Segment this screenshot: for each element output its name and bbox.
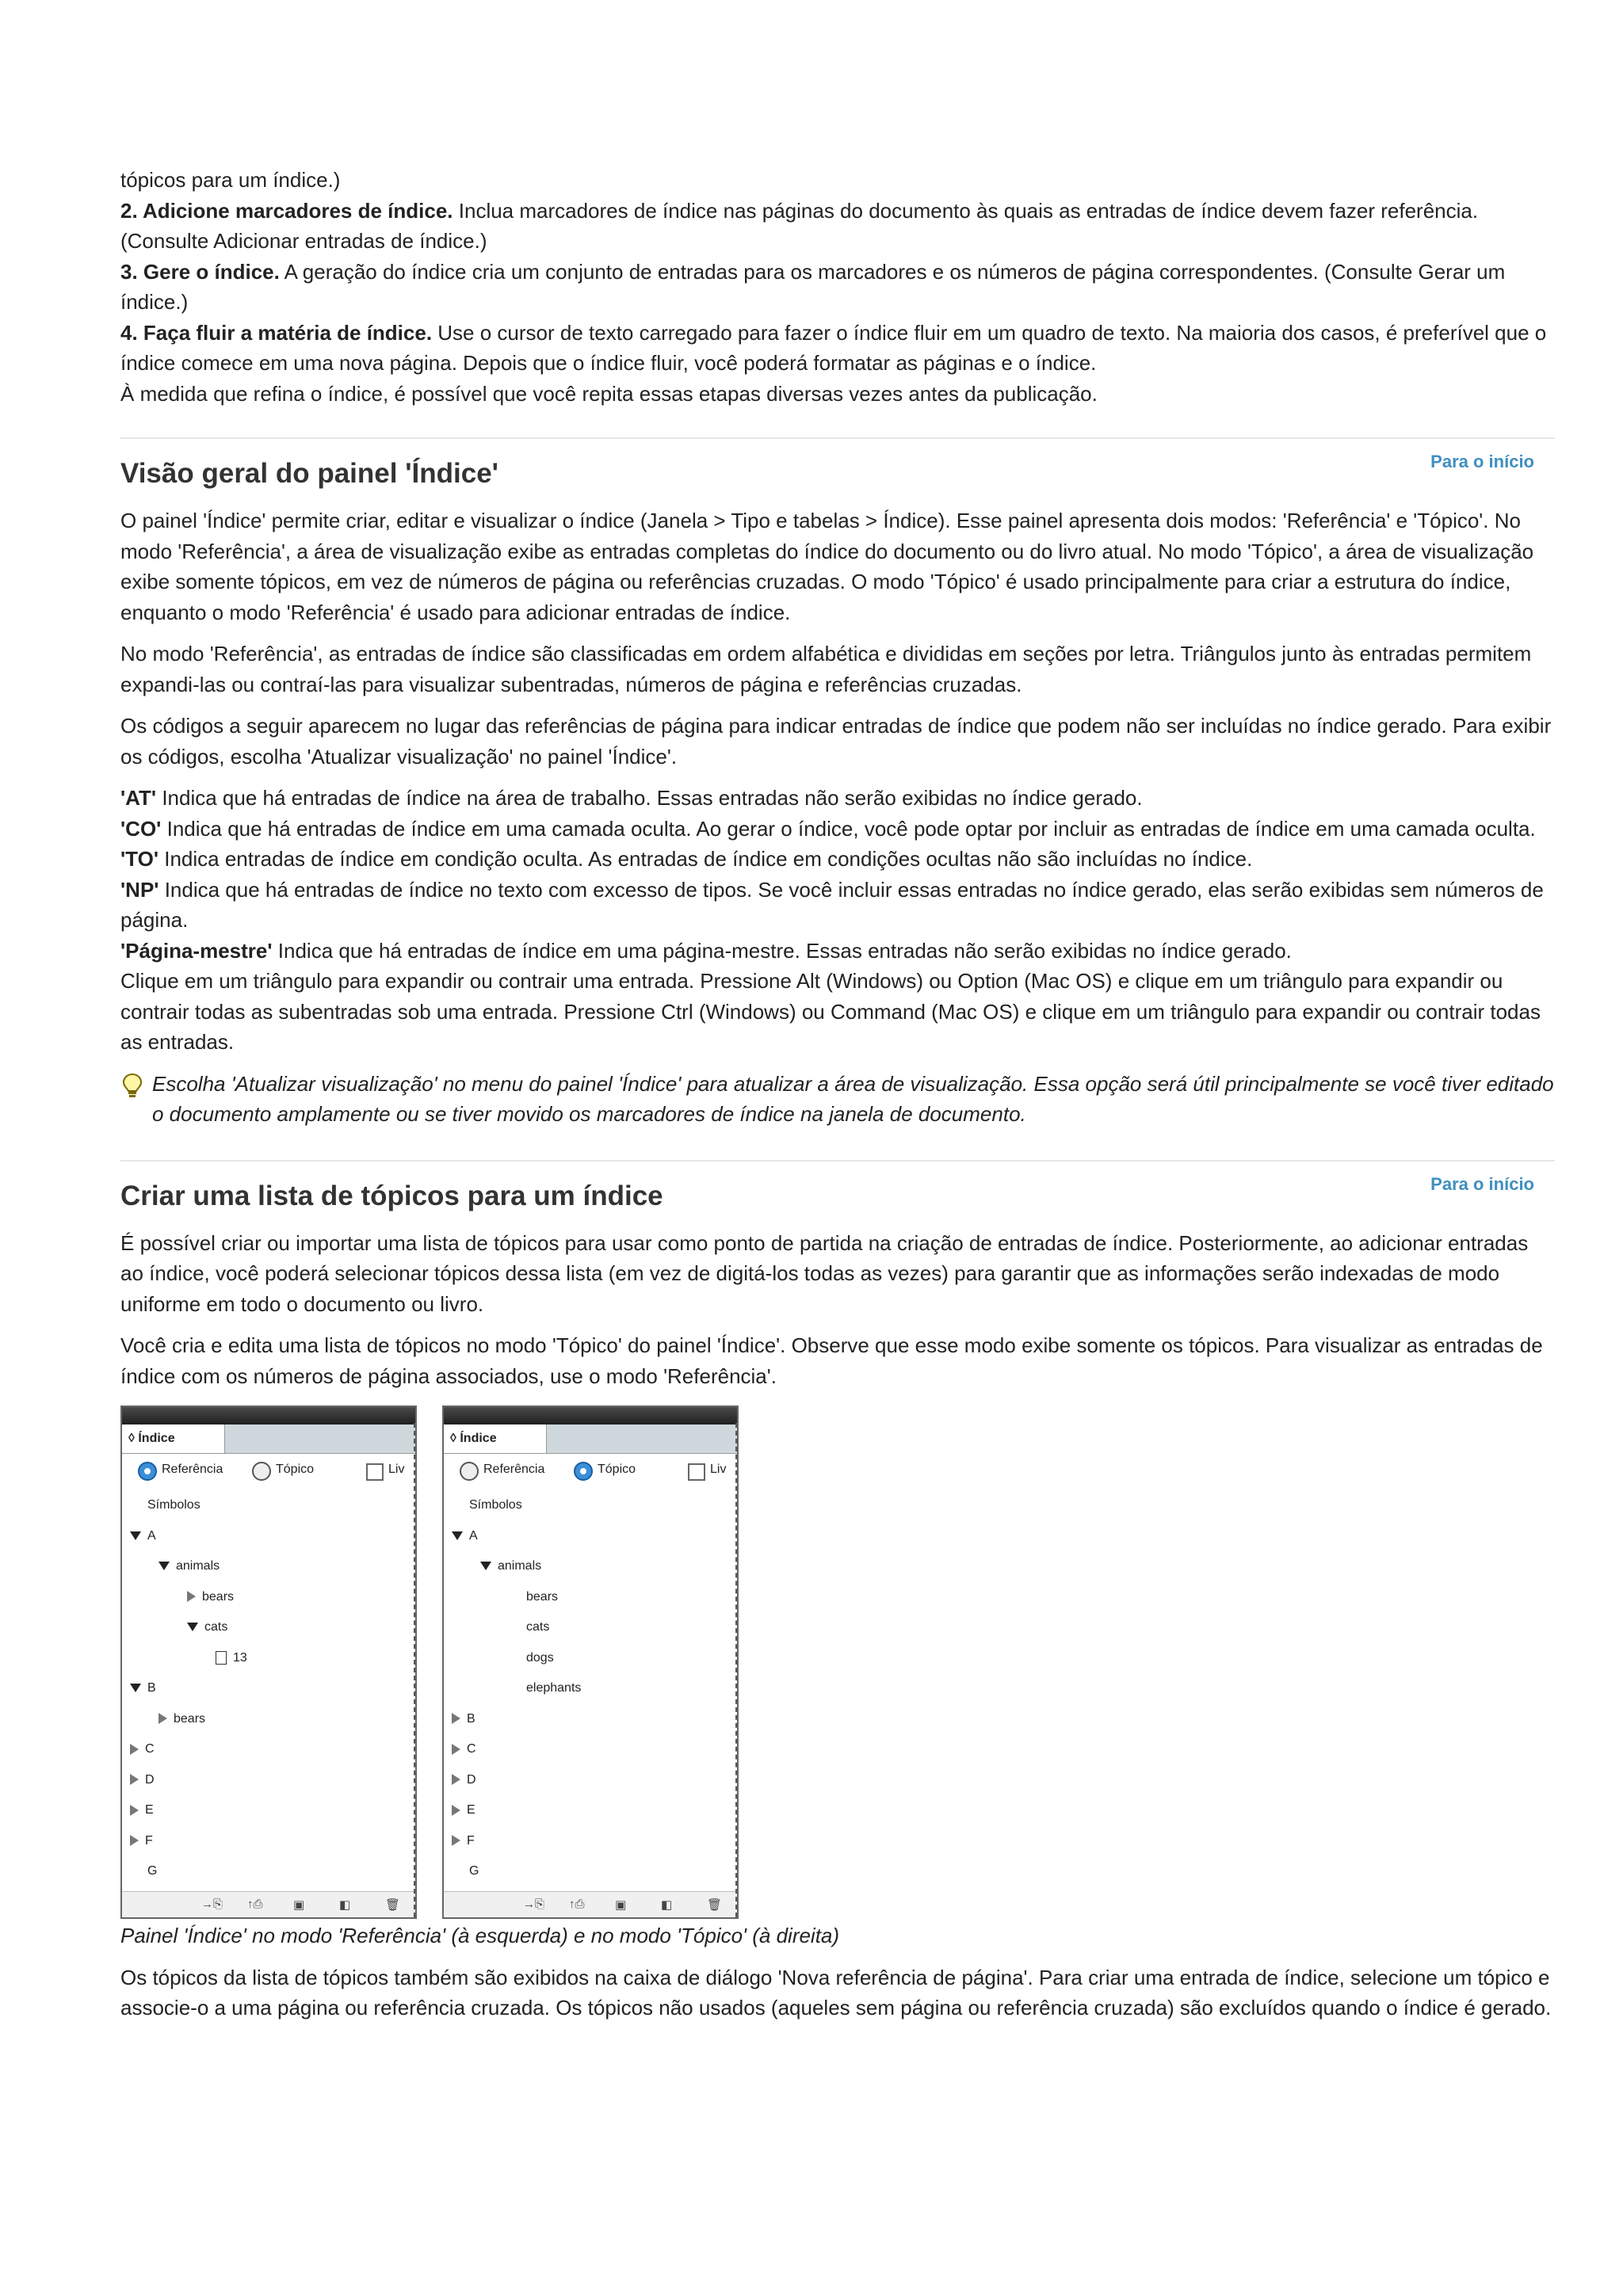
tree-row-label: C	[145, 1742, 155, 1756]
tree-row[interactable]	[130, 1490, 200, 1521]
triangle-right-icon[interactable]	[158, 1713, 167, 1724]
tree-row[interactable]	[452, 1826, 475, 1857]
section2-p2: Você cria e edita uma lista de tópicos no modo 'Tópico' do painel 'Índice'. Observe que esse modo exibe somente os tópicos. Para visualizar as entradas de índice com os números de página associados, use o modo 'Referência'.	[120, 1333, 1543, 1388]
figure-caption: Painel 'Índice' no modo 'Referência' (à esquerda) e no modo 'Tópico' (à direita)	[120, 1924, 840, 1947]
step2-text: Inclua marcadores de índice nas páginas do documento às quais as entradas de índice devem fazer referência. (Consulte Adicionar entradas de índice.)	[120, 198, 1479, 253]
section1-p4: Clique em um triângulo para expandir ou contrair uma entrada. Pressione Alt (Windows) ou Option (Mac OS) e clique em um triângulo para expandir ou contrair todas as subentradas sob uma entrada. Pressione Ctrl (Windows) ou Command (Mac OS) e clique em um triângulo para expandir ou contrair todas as entradas.	[120, 969, 1541, 1054]
panel-titlebar	[122, 1407, 415, 1425]
tree-row[interactable]	[130, 1734, 155, 1765]
triangle-right-icon[interactable]	[187, 1591, 196, 1602]
tree-row[interactable]	[216, 1643, 247, 1674]
triangle-right-icon[interactable]	[452, 1774, 460, 1785]
tree-row[interactable]	[509, 1673, 581, 1704]
codes-list	[120, 783, 1555, 966]
tree-row-label: animals	[498, 1559, 542, 1573]
intro-closing: À medida que refina o índice, é possível que você repita essas etapas diversas vezes antes da publicação.	[120, 381, 1098, 406]
step4-title: 4. Faça fluir a matéria de índice.	[120, 320, 433, 345]
new-entry-icon[interactable]: ◧	[661, 1898, 673, 1912]
step3-text: A geração do índice cria um conjunto de entradas para os marcadores e os números de página correspondentes. (Consulte Gerar um índice.)	[120, 259, 1506, 314]
tree-row-label: A	[147, 1528, 156, 1543]
tree-row-label: Símbolos	[147, 1498, 200, 1512]
triangle-down-icon[interactable]	[158, 1562, 170, 1570]
panel-bottombar	[444, 1891, 737, 1917]
tree-row-label: B	[467, 1711, 475, 1726]
tree-row-label: G	[147, 1864, 158, 1878]
tree-row[interactable]	[452, 1734, 476, 1765]
panel-tabrow	[122, 1425, 415, 1454]
index-panels-figure	[120, 1405, 1555, 1917]
radio-reference-label: Referência	[483, 1463, 545, 1476]
section2-title: Criar uma lista de tópicos para um índice	[120, 1180, 663, 1211]
code-text: Indica que há entradas de índice em uma página-mestre. Essas entradas não serão exibidas no índice gerado.	[272, 938, 1292, 963]
tip-box	[120, 1069, 1555, 1130]
triangle-down-icon[interactable]	[452, 1531, 463, 1540]
trash-icon[interactable]: 🗑	[707, 1898, 723, 1912]
code-label: 'TO'	[120, 847, 159, 871]
tree-row-label: Símbolos	[469, 1498, 522, 1512]
tree-row-label: 13	[233, 1650, 247, 1665]
panel-tabrow	[444, 1425, 737, 1454]
mode-radios	[444, 1454, 737, 1487]
code-label: 'NP'	[120, 877, 159, 902]
panel-tab-index[interactable]: ◊ Índice	[122, 1425, 225, 1453]
tree-row[interactable]	[452, 1490, 522, 1521]
step4-text: Use o cursor de texto carregado para fazer o índice fluir em um quadro de texto. Na maioria dos casos, é preferível que o índice comece em uma nova página. Depois que o índice fluir, você poderá formatar as páginas e o índice.	[120, 320, 1547, 375]
triangle-down-icon[interactable]	[187, 1623, 198, 1631]
triangle-right-icon[interactable]	[452, 1835, 460, 1846]
trash-icon[interactable]: 🗑	[385, 1898, 401, 1912]
tree-row-label: cats	[204, 1620, 228, 1634]
lightbulb-icon	[120, 1069, 152, 1130]
tree-row-label: E	[467, 1803, 475, 1817]
radio-topic[interactable]	[574, 1462, 593, 1481]
triangle-down-icon[interactable]	[130, 1531, 141, 1540]
code-item	[120, 783, 1555, 814]
goto-marker-icon[interactable]: →⎘	[523, 1897, 545, 1911]
mode-radios	[122, 1454, 415, 1487]
tree-row[interactable]	[452, 1856, 479, 1887]
tree-row-label: animals	[176, 1559, 220, 1573]
section1-p2: No modo 'Referência', as entradas de índice são classificadas em ordem alfabética e divididas em seções por letra. Triângulos junto às entradas permitem expandi-las ou contraí-las para visualizar subentradas, números de página e referências cruzadas.	[120, 642, 1532, 696]
refresh-icon[interactable]: ▣	[293, 1898, 305, 1912]
code-item	[120, 875, 1555, 936]
code-label: 'AT'	[120, 786, 157, 810]
index-panel-topic-mode	[442, 1405, 739, 1919]
book-checkbox[interactable]	[366, 1463, 384, 1481]
triangle-right-icon[interactable]	[130, 1774, 139, 1785]
panel-crop-edge	[735, 1423, 737, 1917]
triangle-right-icon[interactable]	[452, 1744, 460, 1755]
refresh-icon[interactable]: ▣	[615, 1898, 627, 1912]
code-item	[120, 936, 1555, 967]
tree-row[interactable]	[187, 1582, 234, 1613]
intro-step2	[120, 196, 1555, 257]
tree-row[interactable]	[509, 1582, 558, 1613]
new-entry-icon[interactable]: ◧	[339, 1898, 351, 1912]
section1-header	[120, 439, 1555, 494]
tree-row-label: cats	[526, 1620, 550, 1634]
step3-title: 3. Gere o índice.	[120, 259, 280, 284]
code-item	[120, 814, 1555, 845]
intro-line0: tópicos para um índice.)	[120, 168, 341, 192]
radio-topic[interactable]	[252, 1462, 271, 1481]
radio-reference[interactable]	[138, 1462, 157, 1481]
tree-row[interactable]	[452, 1765, 476, 1796]
tree-row-label: E	[145, 1803, 154, 1817]
code-label: 'Página-mestre'	[120, 938, 273, 963]
tree-row[interactable]	[158, 1551, 220, 1582]
generate-index-icon[interactable]: ↑⎙	[247, 1897, 263, 1911]
section1-title: Visão geral do painel 'Índice'	[120, 458, 498, 489]
triangle-right-icon[interactable]	[452, 1805, 460, 1816]
radio-reference[interactable]	[460, 1462, 479, 1481]
tree-row-label: F	[145, 1833, 153, 1848]
book-checkbox-label: Liv	[710, 1463, 727, 1476]
intro-step3	[120, 257, 1555, 318]
tree-row-label: C	[467, 1742, 476, 1756]
intro-step4	[120, 318, 1555, 379]
triangle-right-icon[interactable]	[130, 1805, 139, 1816]
code-text: Indica que há entradas de índice no texto com excesso de tipos. Se você incluir essas entradas no índice gerado, elas serão exibidas sem números de página.	[120, 877, 1544, 932]
tip-text: Escolha 'Atualizar visualização' no menu do painel 'Índice' para atualizar a área de visualização. Essa opção será útil principalmente se você tiver editado o documento amplamente ou se tiver movido os marcadores de índice na janela de documento.	[152, 1071, 1554, 1126]
radio-topic-label: Tópico	[598, 1463, 636, 1476]
tree-row[interactable]	[130, 1765, 155, 1796]
tree-row[interactable]	[509, 1612, 549, 1643]
tree-row[interactable]	[509, 1643, 554, 1674]
tree-row[interactable]	[480, 1551, 541, 1582]
panel-titlebar	[444, 1407, 737, 1425]
tree-row[interactable]	[452, 1704, 475, 1735]
tree-row[interactable]	[130, 1795, 154, 1826]
tree-row-label: A	[469, 1528, 478, 1543]
tree-row[interactable]	[130, 1856, 157, 1887]
step2-title: 2. Adicione marcadores de índice.	[120, 198, 453, 223]
radio-reference-label: Referência	[162, 1463, 223, 1476]
tree-row[interactable]	[452, 1795, 475, 1826]
section2-p1: É possível criar ou importar uma lista de tópicos para usar como ponto de partida na criação de entradas de índice. Posteriormente, ao adicionar entradas ao índice, você poderá selecionar tópicos dessa lista (em vez de digitá-los todas as vezes) para garantir que as informações serão indexadas de modo uniforme em todo o documento ou livro.	[120, 1230, 1529, 1316]
radio-topic-label: Tópico	[276, 1463, 315, 1476]
code-text: Indica que há entradas de índice em uma camada oculta. Ao gerar o índice, você pode optar por incluir as entradas de índice em uma camada oculta.	[161, 816, 1536, 841]
tree-row-label: elephants	[526, 1681, 582, 1695]
panel-crop-edge	[414, 1423, 415, 1917]
book-checkbox-label: Liv	[388, 1463, 405, 1476]
tree-row[interactable]	[130, 1826, 153, 1857]
section2-top-link[interactable]: Para o início	[1430, 1173, 1534, 1194]
tree-row-label: B	[147, 1681, 156, 1695]
tree-row-label: bears	[174, 1711, 206, 1726]
tree-row-label: D	[467, 1772, 476, 1787]
section2-header	[120, 1161, 1555, 1217]
tree-row[interactable]	[130, 1521, 156, 1552]
book-checkbox[interactable]	[688, 1463, 705, 1481]
code-item	[120, 844, 1555, 875]
page-icon	[216, 1651, 227, 1665]
tree-row[interactable]	[452, 1521, 478, 1552]
tree-row[interactable]	[130, 1673, 156, 1704]
tree-row-label: F	[467, 1833, 475, 1848]
index-panel-reference-mode	[120, 1405, 417, 1919]
generate-index-icon[interactable]: ↑⎙	[569, 1897, 585, 1911]
tree-row-label: bears	[526, 1589, 559, 1604]
triangle-down-icon[interactable]	[130, 1684, 141, 1692]
code-text: Indica que há entradas de índice na área de trabalho. Essas entradas não serão exibidas no índice gerado.	[156, 786, 1143, 810]
section1-p1: O painel 'Índice' permite criar, editar e visualizar o índice (Janela > Tipo e tabelas > Índice). Esse painel apresenta dois modos: 'Referência' e 'Tópico'. No modo 'Referência', a área de visualização exibe as entradas completas do índice do documento ou do livro atual. No modo 'Tópico', a área de visualização exibe somente tópicos, em vez de números de página ou referências cruzadas. O modo 'Tópico' é usado principalmente para criar a estrutura do índice, enquanto o modo 'Referência' é usado para adicionar entradas de índice.	[120, 509, 1534, 624]
code-label: 'CO'	[120, 816, 162, 841]
document-content	[120, 165, 1555, 2023]
tree-row-label: dogs	[526, 1650, 554, 1665]
panel-bottombar	[122, 1891, 415, 1917]
triangle-right-icon[interactable]	[452, 1713, 460, 1724]
goto-marker-icon[interactable]: →⎘	[201, 1897, 223, 1911]
tree-row-label: bears	[202, 1589, 235, 1604]
tree-row[interactable]	[187, 1612, 227, 1643]
panel-tab-index[interactable]: ◊ Índice	[444, 1425, 547, 1453]
tree-row[interactable]	[158, 1704, 205, 1735]
section1-top-link[interactable]: Para o início	[1430, 452, 1534, 471]
code-text: Indica entradas de índice em condição oculta. As entradas de índice em condições ocultas não são incluídas no índice.	[158, 847, 1253, 871]
section2-p3: Os tópicos da lista de tópicos também são exibidos na caixa de diálogo 'Nova referência de página'. Para criar uma entrada de índice, selecione um tópico e associe-o a uma página ou referência cruzada. Os tópicos não usados (aqueles sem página ou referência cruzada) são excluídos quando o índice é gerado.	[120, 1965, 1552, 2019]
triangle-right-icon[interactable]	[130, 1744, 139, 1755]
triangle-down-icon[interactable]	[480, 1562, 491, 1570]
tree-row-label: G	[469, 1864, 479, 1878]
tree-row-label: D	[145, 1772, 155, 1787]
section1-p3: Os códigos a seguir aparecem no lugar das referências de página para indicar entradas de índice que podem não ser incluídas no índice gerado. Para exibir os códigos, escolha 'Atualizar visualização' no painel 'Índice'.	[120, 714, 1552, 769]
triangle-right-icon[interactable]	[130, 1835, 139, 1846]
